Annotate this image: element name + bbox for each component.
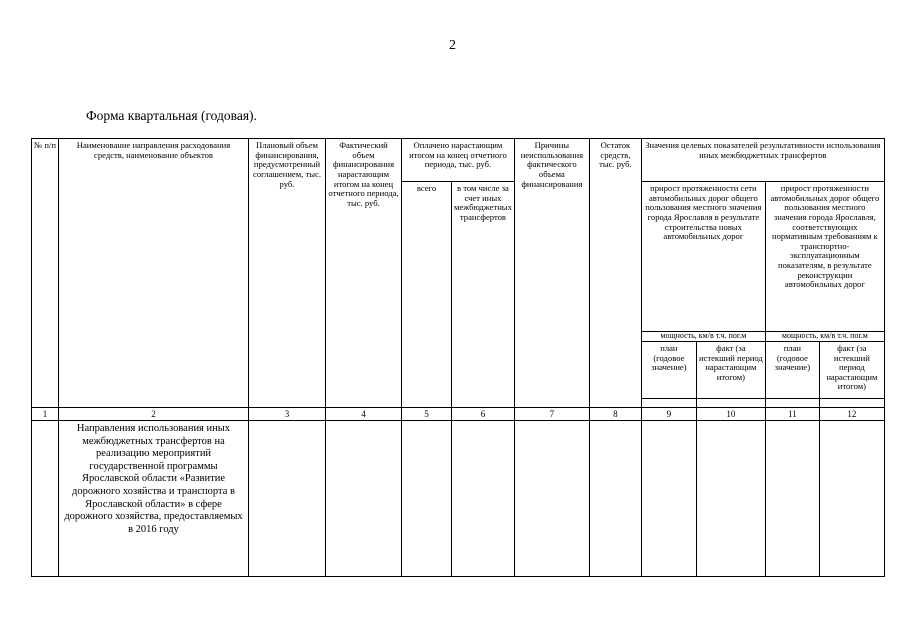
table-cell [326,421,402,577]
column-number-row [32,407,885,420]
header-col-5: всего [402,182,452,408]
header-targets-group: Значения целевых показателей результативности использования иных межбюджетных трансфертов [641,139,884,182]
table-cell [819,421,884,577]
column-number: 1 [32,407,59,420]
column-number: 11 [765,407,819,420]
table-cell [452,421,515,577]
table-cell [32,421,59,577]
column-number: 8 [589,407,641,420]
header-col-12: факт (за истекший период нарастающим итогом) [819,341,884,398]
table-cell [249,421,326,577]
header-col-11: план (годовое значение) [765,341,819,398]
header-unit-b: мощность, км/в т.ч. пог.м [765,332,884,342]
report-table [31,138,885,577]
header-target-b: прирост протяженности автомобильных дорог общего пользования местного значения города Ярославля, соответствующих нормативным требованиям к транспортно-эксплуатационным показателям, в результате реконструкции автомобильных дорог [765,182,884,332]
header-col-4: Фактический объем финансирования нарастающим итогом на конец отчетного периода, тыс. руб. [326,139,402,408]
table-row [32,421,885,577]
table-cell [765,421,819,577]
column-number: 5 [402,407,452,420]
row-description: Направления использования иных межбюджетных трансфертов на реализацию мероприятий государственной программы Ярославской области «Развитие дорожного хозяйства и транспорта в Ярославской области» в сфере дорожного хозяйства, предоставляемых в 2016 году [59,421,249,577]
table-cell [514,421,589,577]
table-cell [589,421,641,577]
header-paid-group: Оплачено нарастающим итогом на конец отчетного периода, тыс. руб. [402,139,515,182]
column-number: 6 [452,407,515,420]
table-cell [641,421,696,577]
header-unit-a: мощность, км/в т.ч. пог.м [641,332,765,342]
header-target-a: прирост протяженности сети автомобильных дорог общего пользования местного значения города Ярославля в результате строительства новых автомобильных дорог [641,182,765,332]
column-number: 9 [641,407,696,420]
form-title: Форма квартальная (годовая). [86,108,257,123]
header-col-10: факт (за истекший период нарастающим итогом) [696,341,765,398]
column-number: 2 [59,407,249,420]
table-cell [402,421,452,577]
column-number: 10 [696,407,765,420]
header-col-7: Причины неиспользования фактического объема финансирования [514,139,589,408]
column-number: 4 [326,407,402,420]
table-cell [696,421,765,577]
header-col-6: в том числе за счет иных межбюджетных трансфертов [452,182,515,408]
page-number: 2 [449,38,456,53]
column-number: 7 [514,407,589,420]
header-col-1: № п/п [32,139,59,408]
header-col-8: Остаток средств, тыс. руб. [589,139,641,408]
column-number: 12 [819,407,884,420]
header-col-3: Плановый объем финансирования, предусмотренный соглашением, тыс. руб. [249,139,326,408]
column-number: 3 [249,407,326,420]
header-col-2: Наименование направления расходования средств, наименование объектов [59,139,249,408]
header-col-9: план (годовое значение) [641,341,696,398]
